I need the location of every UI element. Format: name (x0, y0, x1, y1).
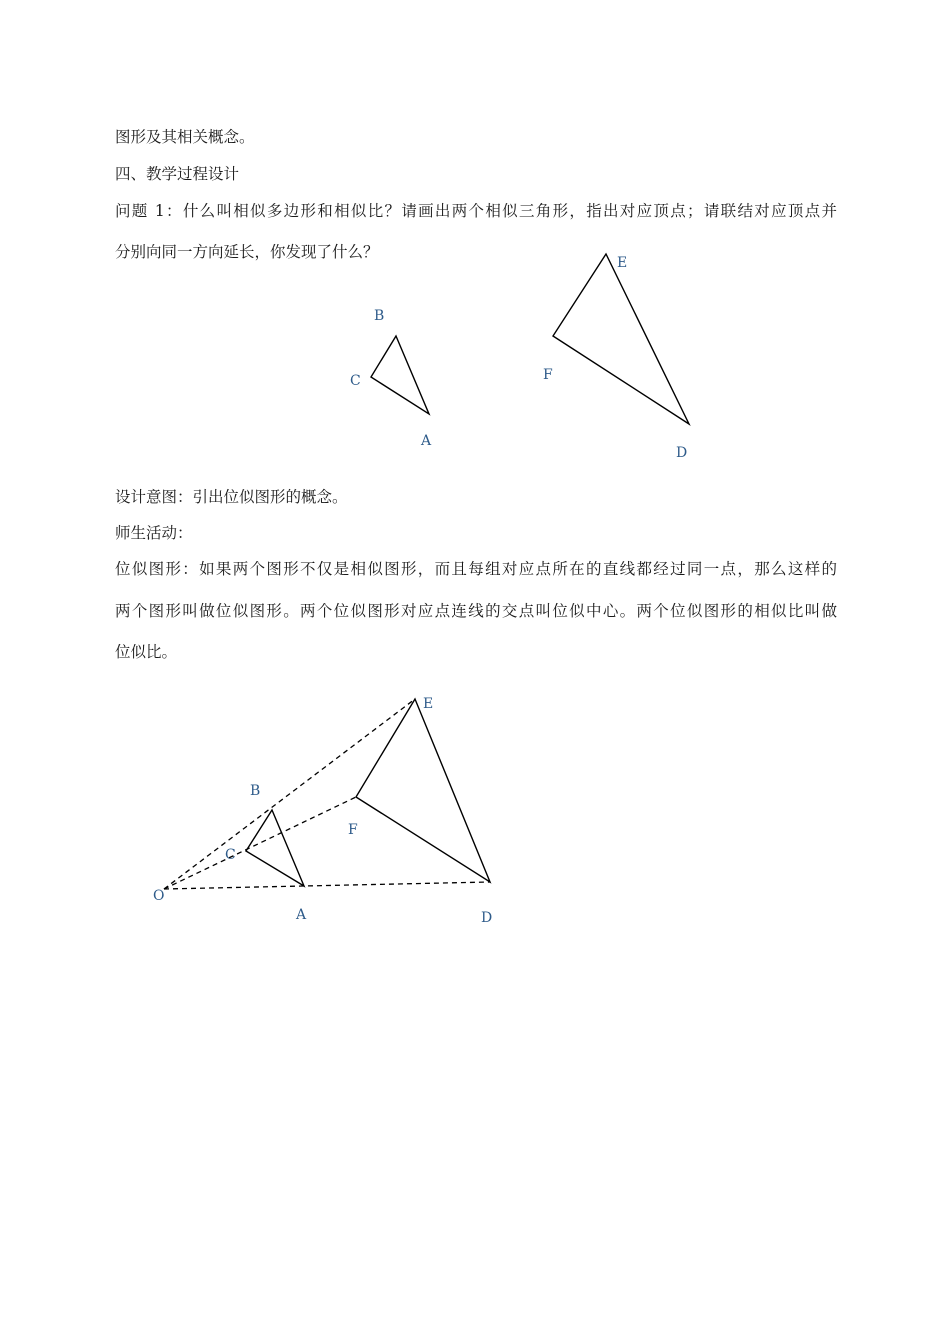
small-triangle-abc (246, 810, 304, 886)
question-1-line-2: 分别向同一方向延长，你发现了什么？ (115, 243, 379, 261)
label-a: A (421, 433, 432, 449)
label-c: C (225, 847, 236, 863)
large-triangle-def (356, 699, 490, 882)
question-1-line-1: 问题 1：什么叫相似多边形和相似比？请画出两个相似三角形，指出对应顶点；请联结对应顶点并 (115, 202, 837, 220)
definition-line-1: 位似图形：如果两个图形不仅是相似图形，而且每组对应点所在的直线都经过同一点，那么这样的 (115, 560, 837, 578)
label-f: F (348, 822, 358, 838)
definition-line-3: 位似比。 (115, 643, 178, 661)
paragraph-intro-concepts: 图形及其相关概念。 (115, 128, 255, 146)
section-heading-teaching-process: 四、教学过程设计 (115, 165, 240, 183)
label-b: B (374, 308, 385, 324)
ray-o-f (164, 797, 356, 889)
teacher-student-activity: 师生活动： (115, 524, 193, 542)
label-e: E (617, 255, 628, 271)
label-o: O (153, 888, 165, 904)
label-a: A (296, 907, 307, 923)
design-intent: 设计意图：引出位似图形的概念。 (115, 488, 348, 506)
label-c: C (350, 373, 361, 389)
label-d: D (676, 445, 688, 461)
label-d: D (481, 910, 493, 926)
ray-o-e (164, 699, 415, 889)
definition-line-2: 两个图形叫做位似图形。两个位似图形对应点连线的交点叫位似中心。两个位似图形的相似比叫做 (115, 602, 837, 620)
label-b: B (250, 783, 261, 799)
label-e: E (423, 696, 434, 712)
label-f: F (543, 367, 553, 383)
ray-o-d (164, 882, 490, 889)
